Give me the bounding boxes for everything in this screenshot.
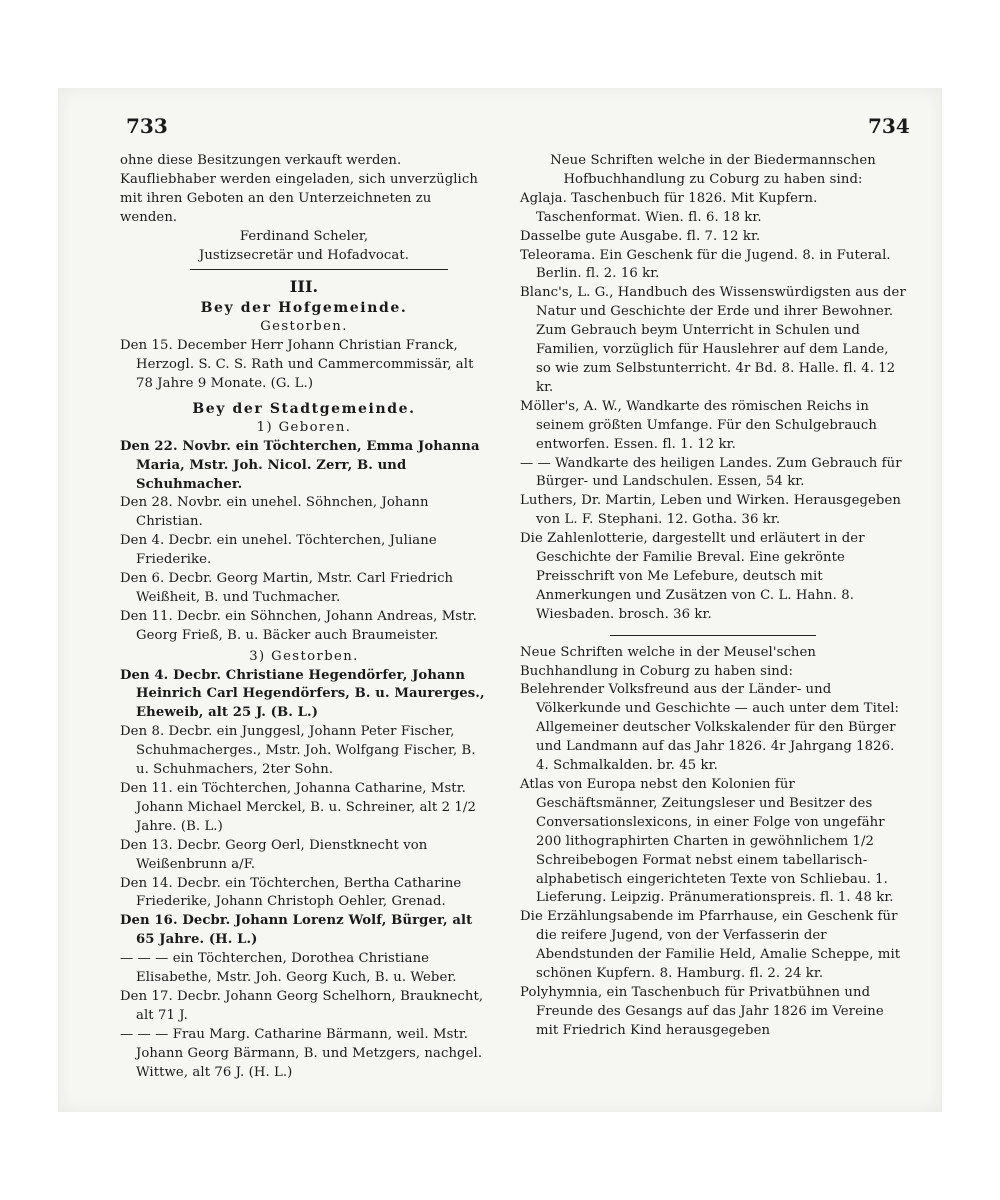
book-entry: — — Wandkarte des heiligen Landes. Zum Gebrauch für Bürger- und Landschulen. Essen, 54 kr. <box>520 455 902 490</box>
death-entry: — — — ein Töchterchen, Dorothea Christiane Elisabethe, Mstr. Joh. Georg Kuch, B. u. Weber. <box>120 951 457 986</box>
hof-gestorben-heading: Gestorben. <box>260 319 348 335</box>
page-number-left: 733 <box>126 114 168 138</box>
meusel-heading: Neue Schriften welche in der Meusel'schen Buchhandlung in Coburg zu haben sind: <box>520 644 817 679</box>
book-entry: Polyhymnia, ein Taschenbuch für Privatbühnen und Freunde des Gesangs auf das Jahr 1826 im Vereine mit Friedrich Kind herausgegeben <box>520 984 884 1038</box>
birth-entry: Den 6. Decbr. Georg Martin, Mstr. Carl Friedrich Weißheit, B. und Tuchmacher. <box>120 571 454 605</box>
biedermann-heading: Neue Schriften welche in der Biedermannschen Hofbuchhandlung zu Coburg zu haben sind: <box>550 153 876 187</box>
stadt-gestorben-heading: 3) Gestorben. <box>249 648 359 664</box>
signature-title: Justizsecretär und Hofadvocat. <box>198 247 410 263</box>
section-divider <box>610 635 816 636</box>
death-entry: Den 17. Decbr. Johann Georg Schelhorn, Brauknecht, alt 71 J. <box>120 988 484 1023</box>
birth-entry: Den 4. Decbr. ein unehel. Töchterchen, Juliane Friederike. <box>120 533 437 568</box>
section-divider <box>190 269 448 270</box>
book-entry: Blanc's, L. G., Handbuch des Wissenswürdigsten aus der Natur und Geschichte der Erde und ihrer Bewohner. Zum Gebrauch beym Unterricht in Schulen und Familien, vorzüglich für Hauslehrer auf dem Lande, so wie zum Selbstunterricht. 4r Bd. 8. Halle. fl. 4. 12 kr. <box>520 285 906 395</box>
geboren-heading: 1) Geboren. <box>256 419 352 435</box>
right-column <box>520 152 906 1041</box>
birth-entry: Den 22. Novbr. ein Töchterchen, Emma Johanna Maria, Mstr. Joh. Nicol. Zerr, B. und Schuhmacher. <box>120 438 480 492</box>
book-entry: Atlas von Europa nebst den Kolonien für Geschäftsmänner, Zeitungsleser und Besitzer des Conversationslexicons, in einer Folge von ungefähr 200 lithographirten Charten in gewöhnlichem 1/2 Schreibebogen Format nebst einem tabellarisch-alphabetisch eingerichteten Texte von Schliebau. 1. Lieferung. Leipzig. Pränumerationspreis. fl. 1. 48 kr. <box>520 777 894 906</box>
death-entry: Den 4. Decbr. Christiane Hegendörfer, Johann Heinrich Carl Hegendörfers, B. u. Maurerges., Eheweib, alt 25 J. (B. L.) <box>120 667 485 721</box>
book-entry: Belehrender Volksfreund aus der Länder- und Völkerkunde und Geschichte — auch unter dem Titel: Allgemeiner deutscher Volkskalender für den Bürger und Landmann auf das Jahr 1826. 4r Jahrgang 1826. 4. Schmalkalden. br. 45 kr. <box>520 682 900 774</box>
page-number-right: 734 <box>868 114 910 138</box>
signature-name: Ferdinand Scheler, <box>239 228 369 244</box>
death-entry: — — — Frau Marg. Catharine Bärmann, weil. Mstr. Johann Georg Bärmann, B. und Metzgers, nachgel. Wittwe, alt 76 J. (H. L.) <box>120 1026 483 1080</box>
death-entry: Den 11. ein Töchterchen, Johanna Catharine, Mstr. Johann Michael Merckel, B. u. Schreiner, alt 2 1/2 Jahre. (B. L.) <box>120 781 476 834</box>
death-entry: Den 16. Decbr. Johann Lorenz Wolf, Bürger, alt 65 Jahre. (H. L.) <box>120 913 473 948</box>
book-entry: Die Erzählungsabende im Pfarrhause, ein Geschenk für die reifere Jugend, von der Verfasserin der Abendstunden der Familie Held, Amalie Scheppe, mit schönen Kupfern. 8. Hamburg. fl. 2. 24 kr. <box>520 909 901 982</box>
left-column <box>120 152 488 1083</box>
sale-notice-text: ohne diese Besitzungen verkauft werden. Kaufliebhaber werden eingeladen, sich unverzüglich mit ihren Geboten an den Unterzeichneten zu wenden. <box>120 153 478 225</box>
death-entry: Den 8. Decbr. ein Junggesl, Johann Peter Fischer, Schuhmacherges., Mstr. Joh. Wolfgang Fischer, B. u. Schuhmachers, 2ter Sohn. <box>120 724 476 778</box>
stadtgemeinde-heading: Bey der Stadtgemeinde. <box>192 400 416 417</box>
death-entry: Den 13. Decbr. Georg Oerl, Dienstknecht von Weißenbrunn a/F. <box>120 837 428 872</box>
birth-entry: Den 11. Decbr. ein Söhnchen, Johann Andreas, Mstr. Georg Frieß, B. u. Bäcker auch Braumeister. <box>120 608 477 643</box>
book-entry: Aglaja. Taschenbuch für 1826. Mit Kupfern. Taschenformat. Wien. fl. 6. 18 kr. <box>520 190 818 225</box>
section-numeral: III. <box>289 277 319 297</box>
book-entry: Teleorama. Ein Geschenk für die Jugend. 8. in Futeral. Berlin. fl. 2. 16 kr. <box>520 247 891 282</box>
death-entry: Den 14. Decbr. ein Töchterchen, Bertha Catharine Friederike, Johann Christoph Oehler, Grenad. <box>120 875 462 910</box>
book-entry: Luthers, Dr. Martin, Leben und Wirken. Herausgegeben von L. F. Stephani. 12. Gotha. 36 kr. <box>520 493 901 528</box>
book-entry: Dasselbe gute Ausgabe. fl. 7. 12 kr. <box>520 228 761 244</box>
book-entry: Möller's, A. W., Wandkarte des römischen Reichs in seinem größten Umfange. Für den Schulgebrauch entworfen. Essen. fl. 1. 12 kr. <box>520 398 877 452</box>
hof-entry: Den 15. December Herr Johann Christian Franck, Herzogl. S. C. S. Rath und Cammercommissär, alt 78 Jahre 9 Monate. (G. L.) <box>120 338 474 391</box>
book-entry: Die Zahlenlotterie, dargestellt und erläutert in der Geschichte der Familie Breval. Eine gekrönte Preisschrift von Me Lefebure, deutsch mit Anmerkungen und Zusätzen von C. L. Hahn. 8. Wiesbaden. brosch. 36 kr. <box>520 531 865 622</box>
hofgemeinde-heading: Bey der Hofgemeinde. <box>200 300 408 317</box>
birth-entry: Den 28. Novbr. ein unehel. Söhnchen, Johann Christian. <box>120 495 429 530</box>
